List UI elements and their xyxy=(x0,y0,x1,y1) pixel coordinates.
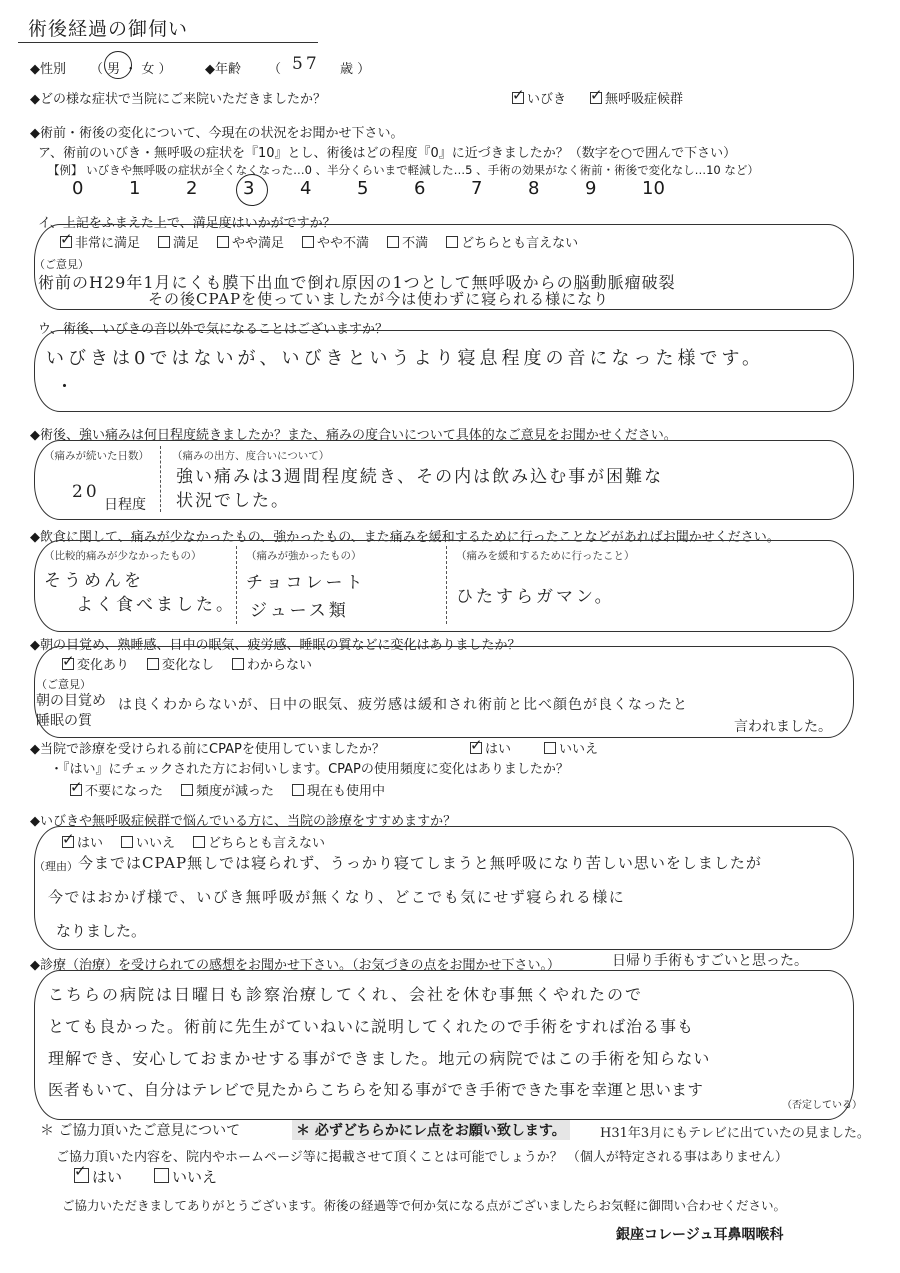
sex-label: ◆性別 xyxy=(30,62,66,77)
cpap-sub-option-label: 不要になった xyxy=(85,784,164,799)
consent-yes[interactable] xyxy=(74,1166,122,1187)
recommend-checkbox-2[interactable] xyxy=(193,836,205,848)
morning-question: ◆朝の目覚め、熟睡感、日中の眠気、疲労感、睡眠の質などに変化はありましたか？ xyxy=(30,638,521,653)
satisfaction-checkbox-2[interactable] xyxy=(217,236,229,248)
food-col2-line2: ジュース類 xyxy=(250,601,349,621)
satisfaction-question: イ、上記をふまえた上で、満足度はいかがですか？ xyxy=(38,216,336,231)
symptom-option-apnea[interactable] xyxy=(590,88,683,107)
age-unit: 歳 ） xyxy=(340,62,371,77)
food-col3-line1: ひたすらガマン。 xyxy=(456,587,615,607)
consent-no[interactable] xyxy=(154,1166,217,1187)
morning-options[interactable] xyxy=(62,654,330,673)
cpap-sub-option-0[interactable] xyxy=(70,784,163,799)
impression-line2: とても良かった。術前に先生がていねいに説明してくれたので手術をすれば治る事も xyxy=(48,1017,695,1036)
age-value[interactable]: 57 xyxy=(292,54,320,74)
recommend-option-0[interactable] xyxy=(62,836,103,851)
cpap-sub-option-label: 頻度が減った xyxy=(196,784,275,799)
satisfaction-opinion-label: （ご意見） xyxy=(34,258,89,271)
satisfaction-option-label: やや不満 xyxy=(317,236,370,251)
satisfaction-opinion-line2: その後CPAPを使っていましたが今は使わずに寝られる様になり xyxy=(148,290,610,308)
impression-line3: 理解でき、安心しておまかせする事ができました。地元の病院ではこの手術を知らない xyxy=(48,1049,711,1068)
satisfaction-option-label: どちらとも言えない xyxy=(461,236,579,251)
satisfaction-opinion-line1: 術前のH29年1月にくも膜下出血で倒れ原因の1つとして無呼吸からの脳動脈瘤破裂 xyxy=(38,273,676,292)
morning-option-2[interactable] xyxy=(232,658,312,673)
scale-option-6[interactable]: 6 xyxy=(414,178,426,199)
cpap-sub-options[interactable] xyxy=(70,780,403,799)
food-col1-line1: そうめんを xyxy=(44,571,144,591)
scale-option-7[interactable]: 7 xyxy=(471,178,483,199)
other-box xyxy=(34,330,854,412)
scale-option-3[interactable]: 3 xyxy=(243,178,255,199)
cpap-sub-question: ・『はい』にチェックされた方にお伺いします。CPAPの使用頻度に変化はありましたか？ xyxy=(50,762,569,777)
cpap-sub-option-1[interactable] xyxy=(181,784,274,799)
food-divider-2 xyxy=(446,546,448,624)
consent-heading-right: ＊ 必ずどちらかにレ点をお願い致します。 xyxy=(292,1120,570,1140)
pain-days-unit: 日程度 xyxy=(104,497,146,513)
satisfaction-option-1[interactable] xyxy=(158,236,199,251)
recommend-reason-line2: 今ではおかげ様で、いびき無呼吸が無くなり、どこでも気にせず寝られる様に xyxy=(48,888,626,906)
scale-option-5[interactable]: 5 xyxy=(357,178,369,199)
scale-option-8[interactable]: 8 xyxy=(528,178,540,199)
satisfaction-option-4[interactable] xyxy=(387,236,428,251)
change-scale[interactable] xyxy=(72,178,699,199)
morning-opinion-a: 朝の目覚め xyxy=(36,693,106,709)
food-question: ◆飲食に関して、痛みが少なかったもの、強かったもの、また痛みを緩和するために行ったことなどがあればお聞かせください。 xyxy=(30,530,780,545)
pain-days-value[interactable]: 20 xyxy=(72,482,100,502)
satisfaction-checkbox-5[interactable] xyxy=(446,236,458,248)
other-question: ウ、術後、いびきの音以外で気になることはございますか？ xyxy=(38,322,388,337)
cpap-yes-label: はい xyxy=(485,742,512,757)
cpap-sub-checkbox-2[interactable] xyxy=(292,784,304,796)
cpap-sub-option-2[interactable] xyxy=(292,784,385,799)
morning-opinion-b: 睡眠の質 xyxy=(36,713,92,729)
age-open: （ xyxy=(268,62,282,77)
satisfaction-option-0[interactable] xyxy=(60,236,140,251)
satisfaction-option-label: 非常に満足 xyxy=(75,236,141,251)
cpap-no-label: いいえ xyxy=(559,742,599,757)
morning-opinion-line1: は良くわからないが、日中の眠気、疲労感は緩和され術前と比べ顔色が良くなったと xyxy=(118,697,688,713)
checkbox-apnea[interactable] xyxy=(590,92,602,104)
pain-divider xyxy=(160,446,162,512)
cpap-yes[interactable] xyxy=(470,738,511,757)
consent-question: ご協力頂いた内容を、院内やホームページ等に掲載させて頂くことは可能でしょうか？ （個人が特定される事はありません） xyxy=(56,1150,788,1165)
recommend-option-2[interactable] xyxy=(193,836,325,851)
satisfaction-checkbox-4[interactable] xyxy=(387,236,399,248)
food-col3-label: （痛みを緩和するために行ったこと） xyxy=(456,550,635,562)
change-example: 【例】 いびきや無呼吸の症状が全くなくなった…0 、半分くらいまで軽減した…5 、手術の効果がなく術前・術後で変化なし…10 など） xyxy=(48,163,759,177)
impression-question: ◆診療（治療）を受けられての感想をお聞かせ下さい。（お気づきの点をお聞かせ下さい。） xyxy=(30,958,560,973)
pain-detail-label: （痛みの出方、度合いについて） xyxy=(172,450,330,462)
food-col1-label: （比較的痛みが少なかったもの） xyxy=(44,550,202,562)
satisfaction-option-2[interactable] xyxy=(217,236,284,251)
morning-opinion-label: （ご意見） xyxy=(36,678,91,691)
food-col1-line2: よく食べました。 xyxy=(76,595,236,615)
checkbox-consent-yes[interactable] xyxy=(74,1168,89,1183)
satisfaction-option-label: やや満足 xyxy=(232,236,285,251)
satisfaction-options[interactable] xyxy=(60,232,596,251)
impression-line4-note: （否定している） xyxy=(782,1100,862,1111)
recommend-option-1[interactable] xyxy=(121,836,175,851)
checkbox-consent-no[interactable] xyxy=(154,1168,169,1183)
morning-opinion-line2: 言われました。 xyxy=(734,719,832,735)
title-underline xyxy=(18,42,318,43)
change-question: ◆術前・術後の変化について、今現在の状況をお聞かせ下さい。 xyxy=(30,126,404,141)
recommend-checkbox-0[interactable] xyxy=(62,836,74,848)
scale-option-9[interactable]: 9 xyxy=(585,178,597,199)
pain-days-label: （痛みが続いた日数） xyxy=(44,450,149,462)
footer-clinic: 銀座コレージュ耳鼻咽喉科 xyxy=(616,1227,784,1243)
impression-line4: 医者もいて、自分はテレビで見たからこちらを知る事ができ手術できた事を幸運と思います xyxy=(48,1081,704,1099)
scale-option-4[interactable]: 4 xyxy=(300,178,312,199)
symptom-option-apnea-label: 無呼吸症候群 xyxy=(605,92,684,107)
recommend-options[interactable] xyxy=(62,832,343,851)
morning-checkbox-0[interactable] xyxy=(62,658,74,670)
sex-options[interactable]: （ 男 ・ 女 ） xyxy=(90,62,172,77)
recommend-option-label: どちらとも言えない xyxy=(208,836,326,851)
food-divider-1 xyxy=(236,546,238,624)
morning-option-1[interactable] xyxy=(147,658,214,673)
scale-option-0[interactable]: 0 xyxy=(72,178,84,199)
scale-option-2[interactable]: 2 xyxy=(186,178,198,199)
checkbox-snoring[interactable] xyxy=(512,92,524,104)
recommend-question: ◆いびきや無呼吸症候群で悩んでいる方に、当院の診療をすすめますか？ xyxy=(30,814,457,829)
satisfaction-option-5[interactable] xyxy=(446,236,578,251)
satisfaction-option-3[interactable] xyxy=(302,236,369,251)
satisfaction-option-label: 不満 xyxy=(402,236,429,251)
satisfaction-checkbox-3[interactable] xyxy=(302,236,314,248)
checkbox-cpap-yes[interactable] xyxy=(470,742,482,754)
age-label: ◆年齢 xyxy=(205,62,241,77)
impression-line1: こちらの病院は日曜日も診察治療してくれ、会社を休む事無くやれたので xyxy=(48,985,643,1004)
cpap-no[interactable] xyxy=(544,738,598,757)
scale-option-10[interactable]: 10 xyxy=(642,178,665,199)
morning-option-0[interactable] xyxy=(62,658,129,673)
consent-no-label: いいえ xyxy=(172,1168,218,1186)
recommend-option-label: いいえ xyxy=(136,836,176,851)
satisfaction-checkbox-1[interactable] xyxy=(158,236,170,248)
satisfaction-option-label: 満足 xyxy=(173,236,200,251)
food-col2-line1: チョコレート xyxy=(246,573,366,593)
cpap-sub-checkbox-1[interactable] xyxy=(181,784,193,796)
cpap-sub-checkbox-0[interactable] xyxy=(70,784,82,796)
pain-detail-line1: 強い痛みは3週間程度続き、その内は飲み込む事が困難な xyxy=(176,467,664,487)
consent-heading-left: ＊ ご協力頂いたご意見について xyxy=(40,1123,241,1139)
morning-checkbox-1[interactable] xyxy=(147,658,159,670)
recommend-reason-line1: 今まではCPAP無しでは寝られず、うっかり寝てしまうと無呼吸になり苦しい思いをしましたが xyxy=(78,854,762,872)
symptom-question: ◆どの様な症状で当院にご来院いただきましたか？ xyxy=(30,92,326,107)
cpap-sub-option-label: 現在も使用中 xyxy=(307,784,386,799)
pain-question: ◆術後、強い痛みは何日程度続きましたか？また、痛みの度合いについて具体的なご意見をお聞かせください。 xyxy=(30,428,677,443)
pain-detail-line2: 状況でした。 xyxy=(176,491,290,511)
scale-option-1[interactable]: 1 xyxy=(129,178,141,199)
satisfaction-checkbox-0[interactable] xyxy=(60,236,72,248)
page-title: 術後経過の御伺い xyxy=(28,18,189,40)
symptom-option-snoring-label: いびき xyxy=(527,92,567,107)
other-dot: ・ xyxy=(56,377,76,397)
morning-option-label: わからない xyxy=(247,658,313,673)
symptom-option-snoring[interactable] xyxy=(512,88,566,107)
recommend-reason-line3: なりました。 xyxy=(56,922,147,940)
recommend-reason-label: （理由） xyxy=(34,860,78,873)
impression-note-top: 日帰り手術もすごいと思った。 xyxy=(612,953,808,969)
consent-note-right: H31年3月にもテレビに出ていたの見ました。 xyxy=(600,1126,870,1141)
recommend-option-label: はい xyxy=(77,836,104,851)
change-question-a: ア、術前のいびき・無呼吸の症状を『10』とし、術後はどの程度『0』に近づきましたか？（数字を○で囲んで下さい） xyxy=(38,146,737,161)
other-answer: いびきは0ではないが、いびきというより寝息程度の音になった様です。 xyxy=(46,348,765,369)
recommend-checkbox-1[interactable] xyxy=(121,836,133,848)
morning-option-label: 変化なし xyxy=(162,658,215,673)
scale-selected-circle xyxy=(236,174,268,206)
sex-selected-circle xyxy=(104,51,132,79)
consent-yes-label: はい xyxy=(92,1168,123,1186)
food-col2-label: （痛みが強かったもの） xyxy=(246,550,362,562)
morning-checkbox-2[interactable] xyxy=(232,658,244,670)
cpap-question: ◆当院で診療を受けられる前にCPAPを使用していましたか？ xyxy=(30,742,385,757)
checkbox-cpap-no[interactable] xyxy=(544,742,556,754)
footer-thanks: ご協力いただきましてありがとうございます。術後の経過等で何か気になる点がございましたらお気軽に御問い合わせください。 xyxy=(62,1198,787,1213)
morning-option-label: 変化あり xyxy=(77,658,130,673)
